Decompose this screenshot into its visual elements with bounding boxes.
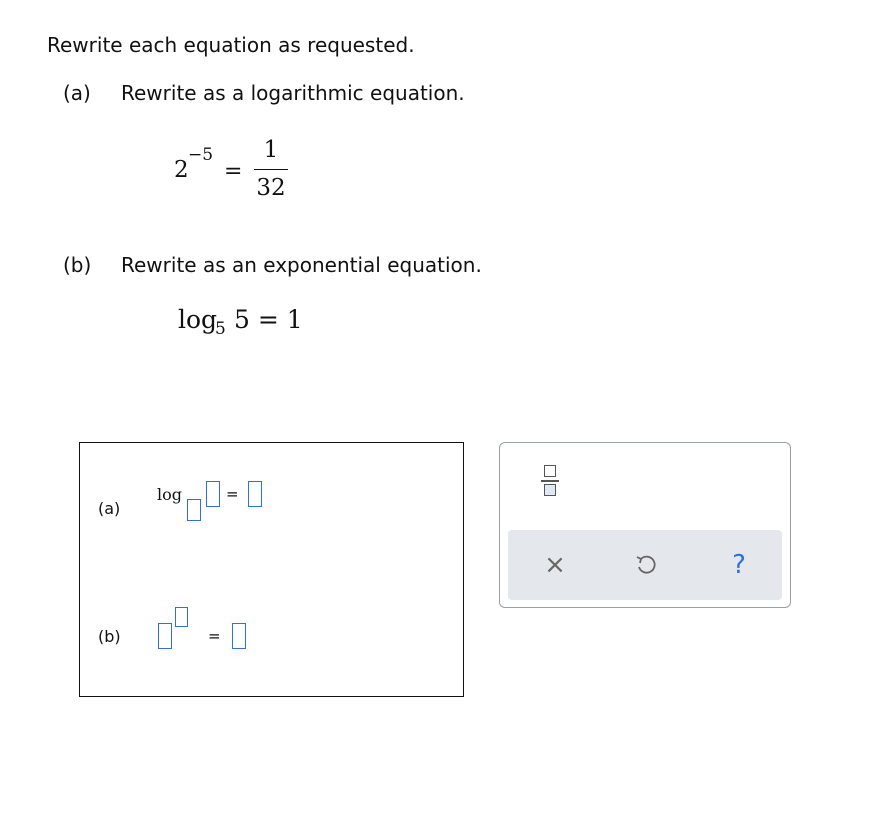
equation-b-log: log [178,305,218,334]
answer-b-label: (b) [98,627,121,646]
equation-b-rest: 5 = 1 [234,305,303,334]
equation-a-exponent: −5 [188,145,214,165]
question-icon: ? [732,550,746,580]
equation-a [174,137,314,207]
answer-a-equals: = [226,485,239,503]
answer-b-base-slot[interactable] [158,623,172,649]
answer-b-exponent-slot[interactable] [175,607,188,627]
fraction-bar [254,169,288,170]
answer-a-log: log [157,485,182,504]
help-button[interactable] [725,551,753,579]
part-b-letter: (b) [63,253,92,277]
part-b-heading [63,253,482,277]
part-b-prompt: Rewrite as an exponential equation. [121,253,482,277]
answer-a-label: (a) [98,499,121,518]
answer-b-result-slot[interactable] [232,623,246,649]
palette-toolbar [508,530,782,600]
answer-a-base-slot[interactable] [187,499,201,521]
answer-a-argument-slot[interactable] [206,481,220,507]
part-a-prompt: Rewrite as a logarithmic equation. [121,81,465,105]
part-a-heading [63,81,465,105]
equation-b-base: 5 [215,319,226,339]
fraction-line-icon [541,480,559,482]
fraction-numerator-icon [544,465,556,477]
clear-button[interactable] [541,551,569,579]
equation-b [178,305,328,345]
answer-box [79,442,464,697]
answer-b-equals: = [208,627,221,645]
undo-button[interactable] [632,551,660,579]
equation-a-base: 2 [174,157,189,183]
equation-a-equals: = [224,159,243,184]
equation-a-denominator: 32 [256,175,286,201]
fraction-denominator-icon [544,484,556,496]
undo-icon [632,551,660,579]
part-a-letter: (a) [63,81,91,105]
fraction-button[interactable] [538,463,562,503]
answer-a-result-slot[interactable] [248,481,262,507]
instructions: Rewrite each equation as requested. [47,33,415,57]
math-palette [499,442,791,608]
close-icon: × [544,550,566,580]
equation-a-numerator: 1 [263,137,279,163]
